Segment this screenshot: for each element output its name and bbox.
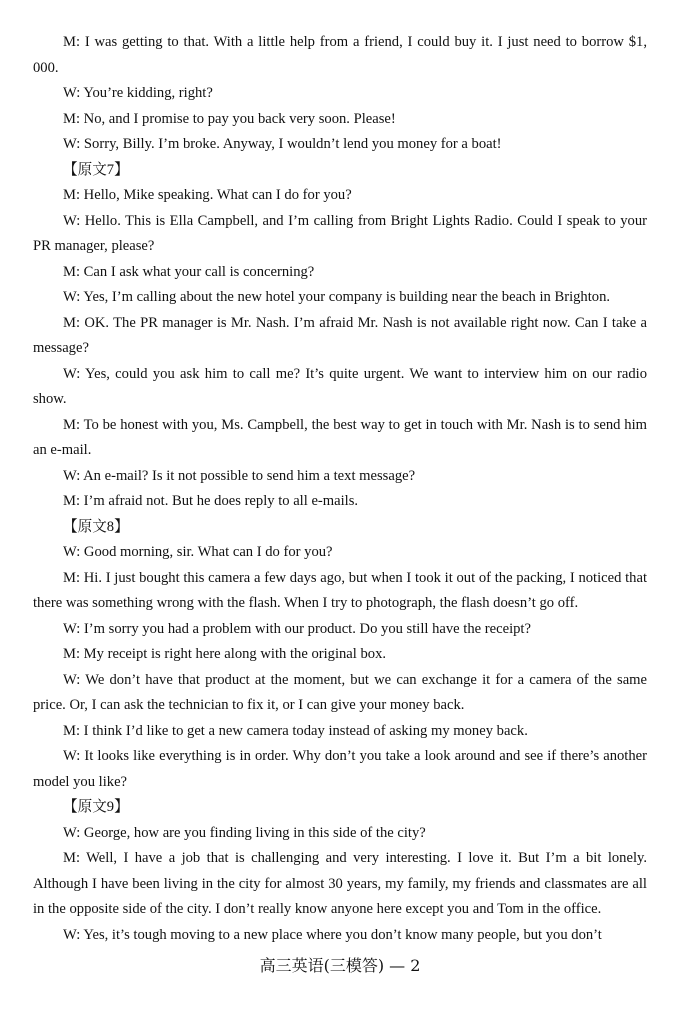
- dialogue-line: W: Yes, I’m calling about the new hotel your company is building near the beach in Brighton.: [63, 289, 611, 305]
- dialogue-line: W: I’m sorry you had a problem with our product. Do you still have the receipt?: [63, 620, 531, 637]
- dialogue-line: W: Yes, could you ask him to call me? It’s quite urgent. We want to interview him on our radio show.: [33, 365, 647, 407]
- dialogue-line: W: It looks like everything is in order. Why don’t you take a look around and see if there’s another model you like?: [33, 748, 647, 790]
- dialogue-line: M: Well, I have a job that is challenging and very interesting. I love it. But I’m a bit lonely. Although I have been living in the city for almost 30 years, my family, my friends and classmates are all in the opposite side of the city. I don’t really know anyone here except you and Tom in the office.: [33, 850, 647, 917]
- dialogue-line: W: An e-mail? Is it not possible to send him a text message?: [63, 467, 416, 484]
- dialogue-line: M: To be honest with you, Ms. Campbell, the best way to get in touch with Mr. Nash is to send him an e-mail.: [33, 416, 647, 458]
- dialogue-line: W: George, how are you finding living in this side of the city?: [63, 824, 426, 841]
- dialogue-line: W: Yes, it’s tough moving to a new place where you don’t know many people, but you don’t: [63, 926, 602, 943]
- page-footer: 高三英语(三模答) — 2: [259, 956, 421, 975]
- dialogue-line: M: Hello, Mike speaking. What can I do for you?: [63, 187, 352, 203]
- dialogue-line: M: OK. The PR manager is Mr. Nash. I’m afraid Mr. Nash is not available right now. Can I take a message?: [33, 314, 647, 356]
- transcript-body: [33, 30, 647, 948]
- dialogue-line: M: I think I’d like to get a new camera today instead of asking my money back.: [63, 722, 528, 739]
- section-heading: 【原文8】: [63, 518, 129, 535]
- dialogue-line: W: Hello. This is Ella Campbell, and I’m calling from Bright Lights Radio. Could I speak to your PR manager, please?: [33, 212, 647, 254]
- dialogue-line: W: Sorry, Billy. I’m broke. Anyway, I wouldn’t lend you money for a boat!: [63, 136, 502, 152]
- dialogue-line: M: No, and I promise to pay you back very soon. Please!: [63, 110, 396, 127]
- dialogue-line: M: Hi. I just bought this camera a few days ago, but when I took it out of the packing, I noticed that there was something wrong with the flash. When I try to photograph, the flash doesn’t go off.: [33, 569, 647, 611]
- dialogue-line: M: Can I ask what your call is concerning?: [63, 263, 315, 280]
- dialogue-line: W: You’re kidding, right?: [63, 85, 213, 101]
- dialogue-line: M: My receipt is right here along with the original box.: [63, 646, 387, 662]
- section-heading: 【原文9】: [63, 799, 129, 815]
- dialogue-line: W: Good morning, sir. What can I do for you?: [63, 544, 333, 560]
- section-heading: 【原文7】: [63, 161, 129, 178]
- dialogue-line: M: I was getting to that. With a little help from a friend, I could buy it. I just need to borrow $1, 000.: [33, 34, 647, 76]
- dialogue-line: W: We don’t have that product at the moment, but we can exchange it for a camera of the same price. Or, I can ask the technician to fix it, or I can give your money back.: [33, 671, 647, 713]
- dialogue-line: M: I’m afraid not. But he does reply to all e-mails.: [63, 493, 359, 509]
